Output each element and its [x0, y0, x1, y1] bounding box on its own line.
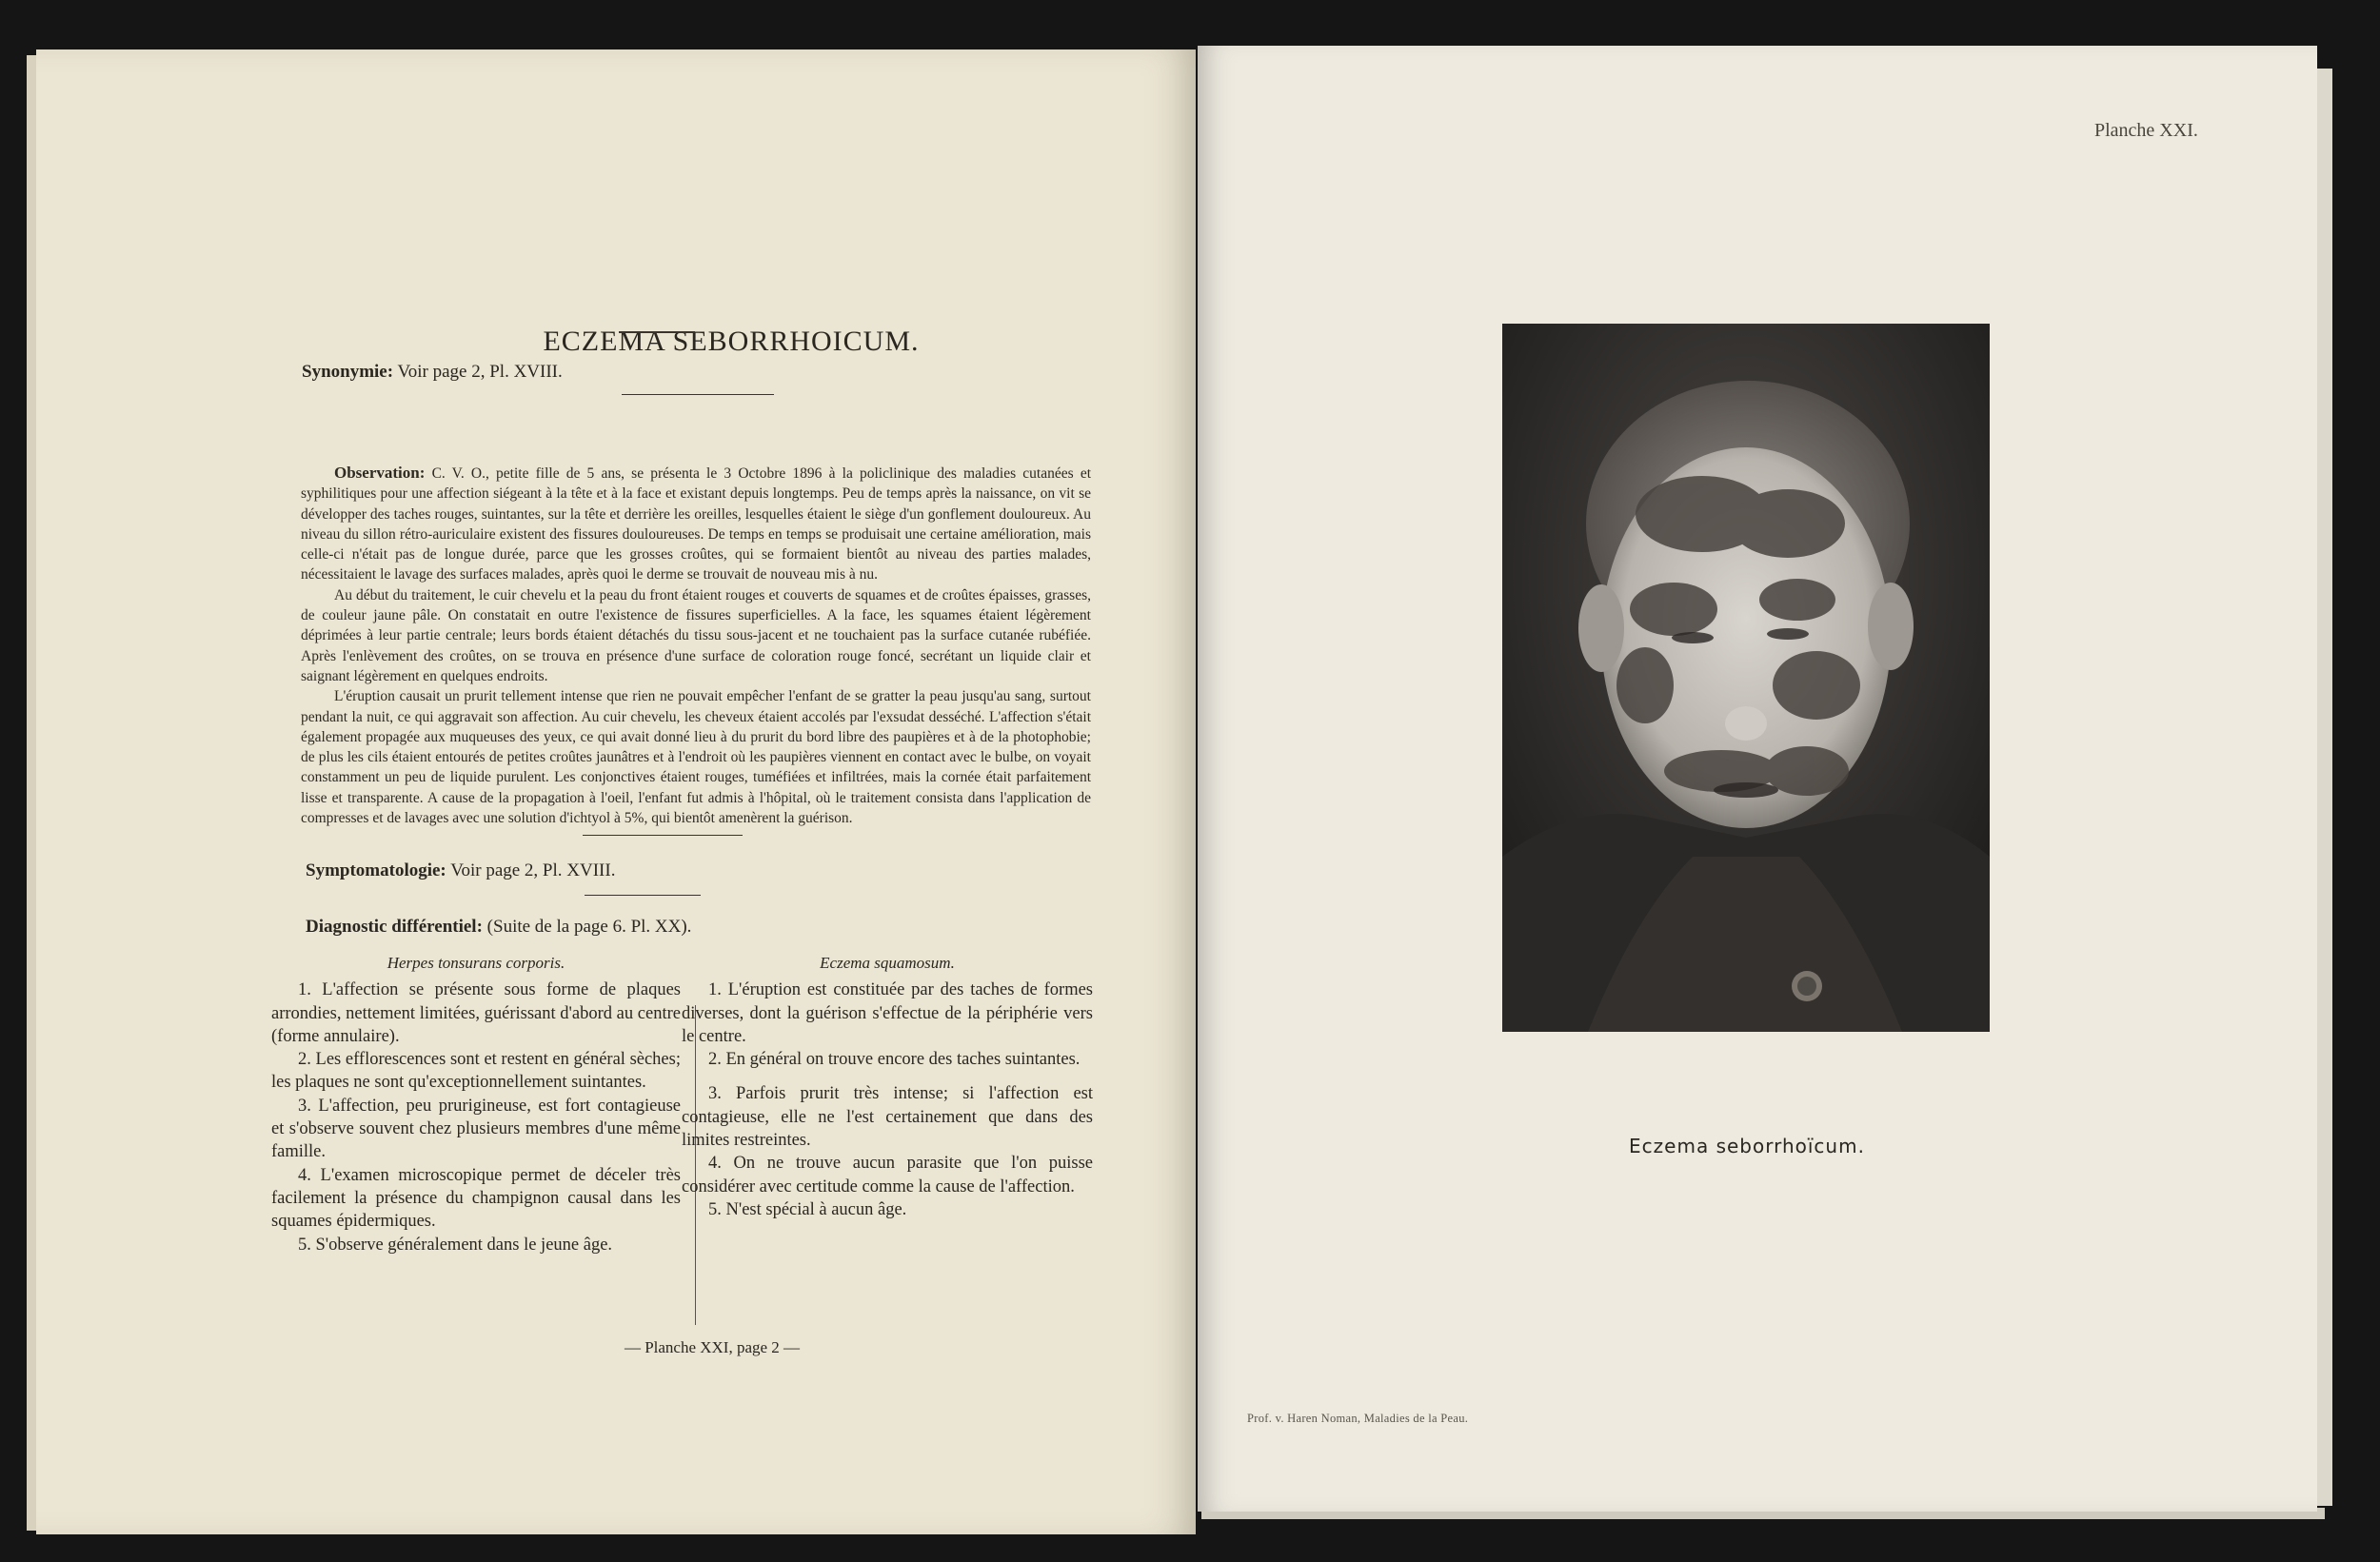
list-item: 1. L'éruption est constituée par des taches de formes diverses, dont la guérison s'effectue de la périphérie vers le centre. [682, 980, 1093, 1046]
left-page [36, 49, 1196, 1534]
list-item: 2. En général on trouve encore des taches suintantes. [708, 1050, 1081, 1070]
synonymie-text: Voir page 2, Pl. XVIII. [397, 362, 563, 382]
plate-photograph [1502, 324, 1990, 1032]
child-portrait-image [1502, 324, 1990, 1032]
column-heading: Eczema squamosum. [820, 954, 955, 972]
symptomatologie-text: Voir page 2, Pl. XVIII. [450, 860, 616, 880]
plate-label: Planche XXI. [2094, 120, 2198, 141]
diagnostic-column-left [271, 952, 681, 1256]
symptomatologie-line [306, 860, 615, 881]
diagnostic-line [306, 917, 691, 938]
list-item: 1. L'affection se présente sous forme de plaques arrondies, nettement limitées, guérissant d'abord au centre (forme annulaire). [271, 980, 681, 1046]
section-rule [585, 895, 701, 896]
observation-text-1: C. V. O., petite fille de 5 ans, se présenta le 3 Octobre 1896 à la policlinique des maladies cutanées et syphilitiques pour une affection siégeant à la tête et à la face et existant depuis longtemps. Peu de temps après la naissance, on vit se développer des taches rouges, suintantes, sur la tête et derrière les oreilles, lesquelles étaient le siège d'un gonflement douloureux. Au niveau du sillon rétro-auriculaire existent des fissures douloureuses. De temps en temps se produisait une certaine amélioration, mais celle-ci n'était pas de longue durée, parce que les grosses croûtes, qui se formaient bientôt au niveau des parties malades, nécessitaient le lavage des surfaces malades, après quoi le derme se trouvait de nouveau mis à nu. [301, 465, 1092, 583]
list-item: 5. S'observe généralement dans le jeune âge. [298, 1235, 613, 1255]
observation-block [301, 463, 1091, 828]
section-rule [583, 835, 743, 836]
list-item: 3. Parfois prurit très intense; si l'affection est contagieuse, elle ne l'est certainement que dans des limites restreintes. [682, 1084, 1093, 1151]
synonymie-line [302, 362, 563, 383]
publisher-imprint: Prof. v. Haren Noman, Maladies de la Peau. [1247, 1412, 1469, 1425]
title-rule [619, 331, 695, 333]
plate-caption: Eczema seborrhoïcum. [1629, 1135, 1865, 1157]
page-footer: — Planche XXI, page 2 — [624, 1338, 801, 1356]
diagnostic-column-right [682, 952, 1093, 1221]
section-rule [622, 394, 774, 395]
synonymie-label: Synonymie: [302, 362, 394, 382]
column-heading: Herpes tonsurans corporis. [387, 954, 565, 972]
page-title: ECZEMA SEBORRHOICUM. [543, 326, 920, 357]
observation-paragraph-1 [301, 463, 1091, 585]
list-item: 2. Les efflorescences sont et restent en général sèches; les plaques ne sont qu'exceptionnellement suintantes. [271, 1050, 681, 1093]
observation-label: Observation: [334, 464, 426, 482]
observation-paragraph-3: L'éruption causait un prurit tellement intense que rien ne pouvait empêcher l'enfant de se gratter la peau jusqu'au sang, surtout pendant la nuit, ce qui aggravait son affection. Au cuir chevelu, les cheveux étaient accolés par l'exsudat desséché. L'affection s'était également propagée aux muqueuses des yeux, ce qui avait donné lieu à du prurit du bord libre des paupières et à de la photophobie; de plus les cils étaient entourés de petites croûtes jaunâtres et à l'endroit où les paupières viennent en contact avec le bulbe, on voyait constamment un peu de liquide purulent. Les conjonctives étaient rouges, tuméfiées et infiltrées, mais la cornée était parfaitement lisse et transparente. A cause de la propagation à l'oeil, l'enfant fut admis à l'hôpital, où le traitement consista dans l'application de compresses et de lavages avec une solution d'ichtyol à 5%, qui bientôt amenèrent la guérison. [301, 688, 1091, 827]
observation-paragraph-2: Au début du traitement, le cuir chevelu et la peau du front étaient rouges et couverts de squames et de croûtes épaisses, grasses, de couleur jaune pâle. On constatait en outre l'existence de fissures superficielles. A la face, les squames étaient légèrement déprimées à leur partie centrale; leurs bords étaient détachés du tissu sous-jacent et ne touchaient pas la surface cutanée rubéfiée. Après l'enlèvement des croûtes, on se trouva en présence d'une surface de coloration rouge foncé, secrétant un liquide clair et saignant légèrement en quelques endroits. [301, 586, 1091, 684]
diagnostic-text: (Suite de la page 6. Pl. XX). [486, 917, 692, 937]
diagnostic-label: Diagnostic différentiel: [306, 917, 483, 937]
list-item: 3. L'affection, peu prurigineuse, est fort contagieuse et s'observe souvent chez plusieurs membres d'une même famille. [271, 1096, 681, 1162]
list-item: 5. N'est spécial à aucun âge. [708, 1199, 907, 1219]
list-item: 4. On ne trouve aucun parasite que l'on puisse considérer avec certitude comme la cause de l'affection. [682, 1154, 1093, 1196]
symptomatologie-label: Symptomatologie: [306, 860, 446, 880]
list-item: 4. L'examen microscopique permet de déceler très facilement la présence du champignon causal dans les squames épidermiques. [271, 1165, 681, 1232]
